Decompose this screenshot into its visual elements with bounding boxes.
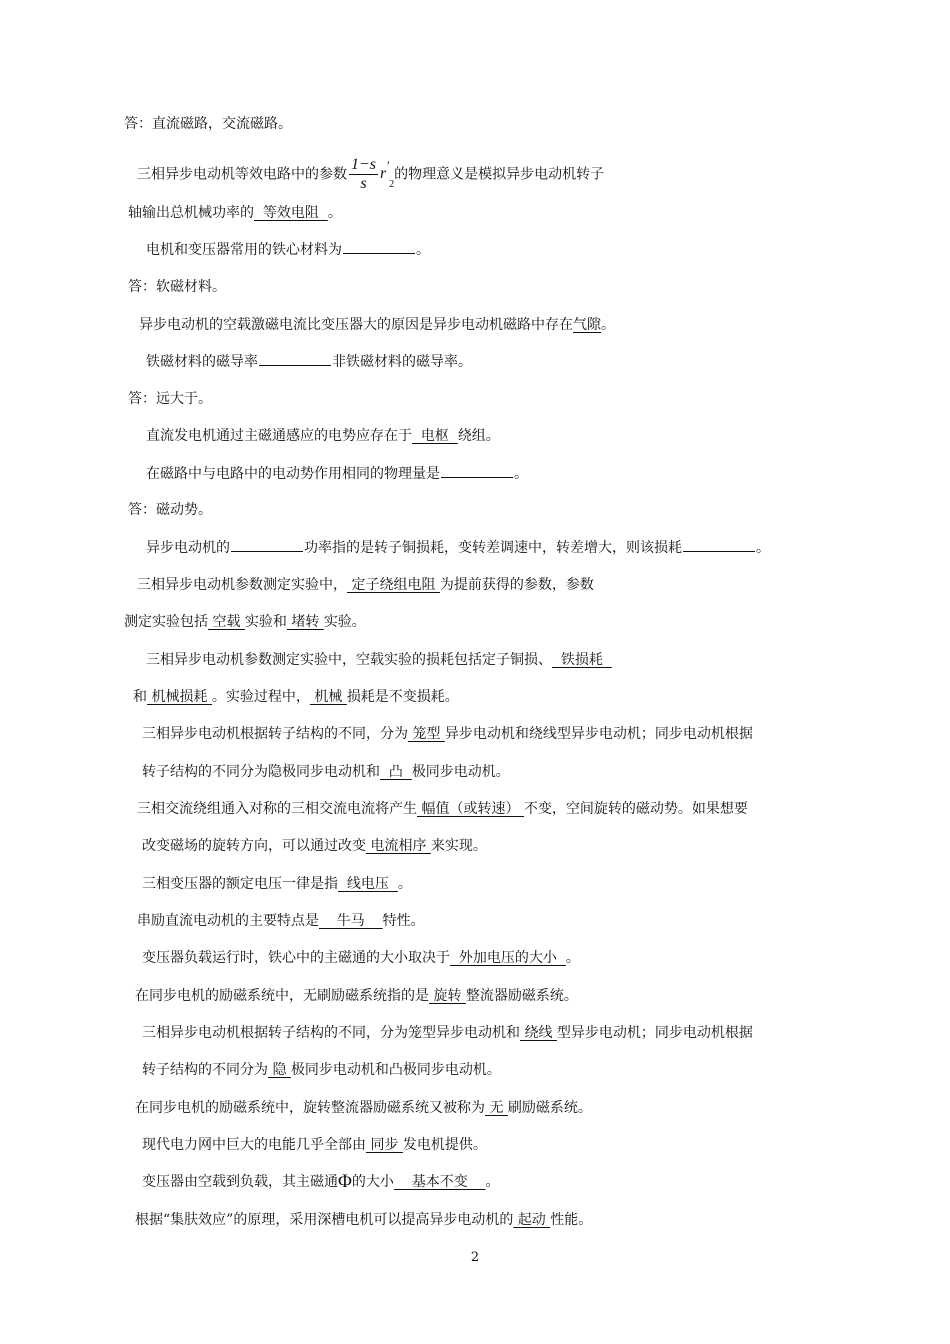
question-line	[142, 948, 580, 968]
question-text: 异步电动机的	[146, 540, 230, 556]
question-line	[135, 1098, 592, 1118]
question-text: 三相异步电动机根据转子结构的不同，分为笼型异步电动机和	[142, 1025, 520, 1041]
answer-fill: 电流相序	[366, 838, 431, 854]
answer-fill: 旋转	[429, 988, 466, 1004]
question-text: 不变，空间旋转的磁动势。如果想要	[523, 801, 748, 817]
question-text: 电机和变压器常用的铁心材料为	[146, 242, 342, 258]
answer-fill: 堵转	[286, 614, 324, 630]
question-line	[135, 986, 578, 1006]
question-text: 性能。	[550, 1212, 593, 1228]
answer-fill: 同步	[366, 1137, 403, 1153]
question-text: 实验和	[244, 614, 287, 630]
answer-line	[128, 277, 226, 297]
blank-line	[343, 241, 415, 254]
question-text: 。	[416, 242, 430, 258]
question-line	[142, 836, 487, 856]
question-line	[137, 911, 425, 931]
question-text: 。	[756, 540, 770, 556]
answer-fill: 电枢	[412, 428, 458, 444]
question-text: 根据“集肤效应”的原理，采用深槽电机可以提高异步电动机的	[135, 1212, 514, 1228]
question-line	[146, 538, 770, 558]
answer-line	[128, 500, 212, 520]
question-text: 。	[485, 1174, 500, 1190]
question-text: 三相异步电动机等效电路中的参数	[137, 166, 347, 183]
question-text: 异步电动机的空载激磁电流比变压器大的原因是异步电动机磁路中存在	[139, 317, 573, 333]
question-text: 直流发电机通过主磁通感应的电势应存在于	[146, 428, 412, 444]
question-line	[124, 612, 366, 632]
answer-fill: 外加电压的大小	[450, 950, 566, 966]
question-text: 串励直流电动机的主要特点是	[137, 913, 319, 929]
question-text: 轴输出总机械功率的	[128, 205, 254, 221]
question-text: 极同步电动机和凸极同步电动机。	[290, 1062, 501, 1078]
answer-line	[124, 114, 292, 134]
phi-symbol: Φ	[338, 1171, 352, 1192]
question-text: 在磁路中与电路中的电动势作用相同的物理量是	[146, 466, 440, 482]
question-text: 整流器励磁系统。	[465, 988, 578, 1004]
question-text: 三相异步电动机参数测定实验中，空载实验的损耗包括定子铜损、	[146, 652, 552, 668]
answer-fill: 等效电阻	[254, 205, 328, 221]
question-text: 特性。	[382, 913, 425, 929]
answer-fill: 线电压	[338, 876, 398, 892]
answer-fill: 无	[485, 1100, 508, 1116]
blank-line	[683, 539, 755, 552]
fraction-denominator: s	[360, 174, 367, 192]
question-text: 三相交流绕组通入对称的三相交流电流将产生	[137, 801, 417, 817]
question-text: 异步电动机和绕线型异步电动机；同步电动机根据	[444, 726, 753, 742]
answer-fill: 铁损耗	[552, 652, 612, 668]
answer-fill: 定子绕组电阻	[347, 577, 440, 593]
question-line	[142, 1023, 753, 1043]
page-number: 2	[470, 1250, 480, 1265]
question-line	[133, 687, 459, 707]
answer-fill: 绕线	[520, 1025, 557, 1041]
blank-line	[231, 539, 303, 552]
variable-r: r	[380, 165, 387, 183]
question-text: 变压器由空载到负载，其主磁通	[142, 1174, 338, 1190]
question-text: 型异步电动机；同步电动机根据	[556, 1025, 753, 1041]
question-text: 转子结构的不同分为隐极同步电动机和	[142, 764, 380, 780]
question-text: 的物理意义是模拟异步电动机转子	[394, 166, 605, 183]
question-line	[137, 575, 594, 595]
question-text: 的大小	[351, 1174, 394, 1190]
question-text: 损耗是不变损耗。	[346, 689, 459, 705]
answer-fill: 牛马	[319, 913, 383, 929]
question-text: 转子结构的不同分为	[142, 1062, 268, 1078]
question-line	[142, 762, 510, 782]
question-line	[142, 1172, 500, 1192]
question-text: 。	[565, 950, 580, 966]
answer-text: 答：远大于。	[128, 391, 212, 407]
question-line	[142, 1135, 487, 1155]
question-line	[139, 315, 615, 335]
answer-line	[128, 389, 212, 409]
question-line	[146, 464, 528, 484]
question-line	[146, 352, 472, 372]
question-text: 功率指的是转子铜损耗，变转差调速中，转差增大，则该损耗	[304, 540, 682, 556]
answer-fill: 机械	[309, 689, 347, 705]
question-line	[142, 1060, 501, 1080]
question-text: 三相异步电动机根据转子结构的不同，分为	[142, 726, 408, 742]
question-line	[128, 203, 342, 223]
variable-subscript: 2	[389, 178, 395, 190]
answer-fill: 凸	[380, 764, 412, 780]
question-text: 改变磁场的旋转方向，可以通过改变	[142, 838, 366, 854]
question-text: 。实验过程中，	[211, 689, 310, 705]
question-line	[146, 650, 612, 670]
question-text: 三相异步电动机参数测定实验中，	[137, 577, 347, 593]
question-line	[142, 724, 753, 744]
question-text: 极同步电动机。	[411, 764, 510, 780]
blank-line	[259, 353, 331, 366]
answer-fill: 基本不变	[393, 1174, 486, 1190]
variable-prime: ′	[386, 158, 390, 173]
question-text: 非铁磁材料的磁导率。	[332, 354, 472, 370]
question-text: 在同步电机的励磁系统中，无刷励磁系统指的是	[135, 988, 429, 1004]
question-text: 绕组。	[457, 428, 500, 444]
question-line	[135, 1210, 592, 1230]
question-line	[146, 240, 430, 260]
blank-line	[441, 465, 513, 478]
question-text: 来实现。	[430, 838, 487, 854]
question-text: 。	[397, 876, 412, 892]
question-text: 铁磁材料的磁导率	[146, 354, 258, 370]
question-text: 。	[514, 466, 528, 482]
answer-text: 答：直流磁路，交流磁路。	[124, 116, 292, 132]
question-text: 和	[133, 689, 147, 705]
question-text: 现代电力网中巨大的电能几乎全部由	[142, 1137, 366, 1153]
answer-text: 答：软磁材料。	[128, 279, 226, 295]
question-text: 为提前获得的参数，参数	[439, 577, 594, 593]
answer-fill: 空载	[208, 614, 245, 630]
question-text: 实验。	[323, 614, 366, 630]
formula-variable	[380, 158, 395, 190]
question-text: 在同步电机的励磁系统中，旋转整流器励磁系统又被称为	[135, 1100, 485, 1116]
answer-fill: 气隙	[573, 317, 601, 333]
answer-fill: 幅值（或转速）	[417, 801, 524, 817]
question-line	[137, 799, 748, 819]
answer-fill: 笼型	[408, 726, 445, 742]
answer-fill: 起动	[513, 1212, 551, 1228]
answer-text: 答：磁动势。	[128, 502, 212, 518]
answer-fill: 机械损耗	[147, 689, 212, 705]
question-line	[142, 874, 412, 894]
question-text: 。	[601, 317, 615, 333]
answer-fill: 隐	[268, 1062, 291, 1078]
question-text: 。	[327, 205, 342, 221]
question-text: 变压器负载运行时，铁心中的主磁通的大小取决于	[142, 950, 450, 966]
question-line	[137, 150, 604, 199]
fraction-numerator: 1−s	[351, 155, 377, 173]
question-text: 发电机提供。	[402, 1137, 487, 1153]
formula-fraction	[349, 156, 378, 193]
question-text: 刷励磁系统。	[507, 1100, 592, 1116]
question-text: 三相变压器的额定电压一律是指	[142, 876, 338, 892]
question-text: 测定实验包括	[124, 614, 208, 630]
question-line	[146, 426, 500, 446]
